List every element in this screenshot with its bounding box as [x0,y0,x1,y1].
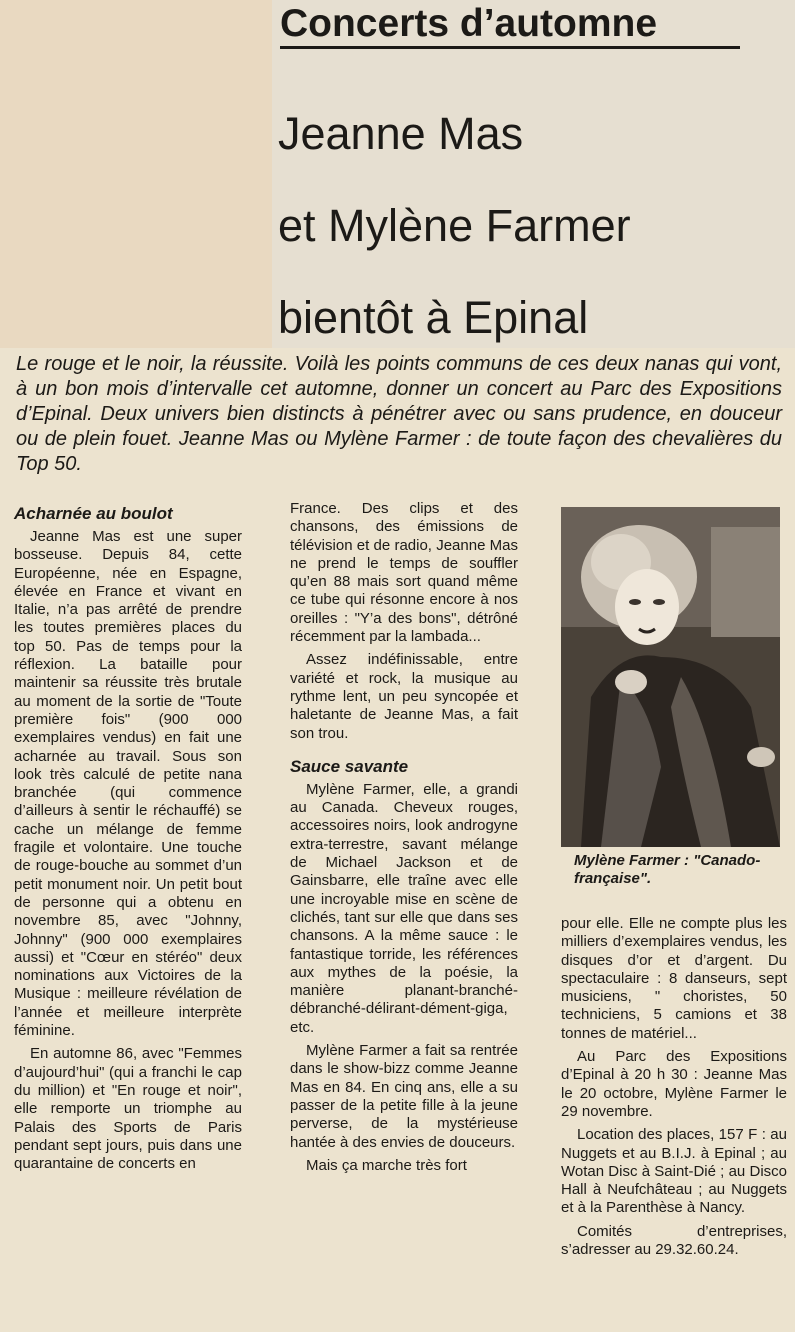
headline-line-3: bientôt à Epinal [278,292,589,343]
article-column-1 [14,504,242,1178]
section-rubric: Concerts d’automne [280,2,740,49]
blank-paper-area [0,0,272,348]
paragraph: Comités d’entreprises, s’adresser au 29.32.60.24. [561,1222,787,1259]
article-column-3 [561,915,787,1264]
headline [278,88,778,364]
paragraph: pour elle. Elle ne compte plus les milliers d’exemplaires vendus, les disques d’or et d’argent. Du spectaculaire : 8 danseurs, sept musiciens, " choristes, 50 techniciens, 5 camions et 38 tonnes de matériel... [561,915,787,1042]
subheading-sauce: Sauce savante [290,756,409,776]
paragraph: Assez indéfinissable, entre variété et rock, la musique au rythme lent, un peu syncopée et haletante de Jeanne Mas, a fait son trou. [290,651,518,742]
headline-line-2: et Mylène Farmer [278,200,631,251]
photo-caption: Mylène Farmer : "Canado-française". [574,852,761,887]
headline-line-1: Jeanne Mas [278,108,524,159]
subheading-acharnee: Acharnée au boulot [14,504,173,523]
paragraph: Jeanne Mas est une super bosseuse. Depuis 84, cette Européenne, née en Espagne, élevée en France et vivant en Italie, n’a pas arrêté de prendre les toutes premières places du top 50. Pas de temps pour la réflexion. La bataille pour maintenir sa réussite très brutale au moment de la sortie de "Toute première fois" (900 000 exemplaires vendus) en fait une acharnée au travail. Sous son look très calculé de petite nana branchée (qui commence d’ailleurs à sentir le réchauffé) se cache un mélange de femme fragile et volontaire. Une touche de rouge-bouche au sommet d’un petit monument noir. Un petit bout de personne qui a obtenu en novembre 85, avec "Johnny, Johnny" (900 000 exemplaires aussi) et "Cœur en stéréo" deux nominations aux Victoires de la Musique : meilleure révélation de l’année et meilleure interprète féminine. [14,528,242,1040]
article-lead: Le rouge et le noir, la réussite. Voilà les points communs de ces deux nanas qui vont, à un bon mois d’intervalle cet automne, donner un concert au Parc des Expositions d’Epinal. Deux univers bien distincts à pénétrer avec ou sans prudence, en douceur ou de plein fouet. Jeanne Mas ou Mylène Farmer : de toute façon des chevalières du Top 50. [16,353,782,475]
paragraph: En automne 86, avec "Femmes d’aujourd’hui" (qui a franchi le cap du million) et "En rouge et noir", elle remporte un triomphe au Palais des Sports de Paris pendant sept jours, puis dans une quarantaine de concerts en [14,1045,242,1173]
paragraph: Au Parc des Expositions d’Epinal à 20 h 30 : Jeanne Mas le 20 octobre, Mylène Farmer le 29 novembre. [561,1048,787,1120]
mylene-farmer-photo [561,507,780,847]
article-column-2 [290,500,518,1180]
paragraph: France. Des clips et des chansons, des émissions de télévision et de radio, Jeanne Mas ne prend le temps de souffler qu’en 88 mais sort quand même ce tube qui résonne encore à nos oreilles : "Y’a des bons", détrôné récemment par la lambada... [290,500,518,646]
paragraph: Mais ça marche très fort [306,1156,467,1174]
paragraph: Location des places, 157 F : au Nuggets et au B.I.J. à Epinal ; au Wotan Disc à Saint-Dié ; au Disco Hall à Neufchâteau ; au Nuggets et à la Parenthèse à Nancy. [561,1126,787,1217]
paragraph: Mylène Farmer a fait sa rentrée dans le show-bizz comme Jeanne Mas en 84. En cinq ans, elle a su passer de la petite fille à la jeune perverse, de la mystérieuse hantée à des envies de douceurs. [290,1042,518,1151]
paragraph: Mylène Farmer, elle, a grandi au Canada. Cheveux rouges, accessoires noirs, look androgyne extra-terrestre, savant mélange de Michael Jackson et de Gainsbarre, elle traîne avec elle une incroyable mise en scène de clichés, tant sur elle que dans ses chansons. A la même sauce : le fantastique torride, les références aux mythes de la poésie, la manière planant-branché-débranché-délirant-dément-giga, etc. [290,780,518,1036]
portrait-image [561,507,780,847]
